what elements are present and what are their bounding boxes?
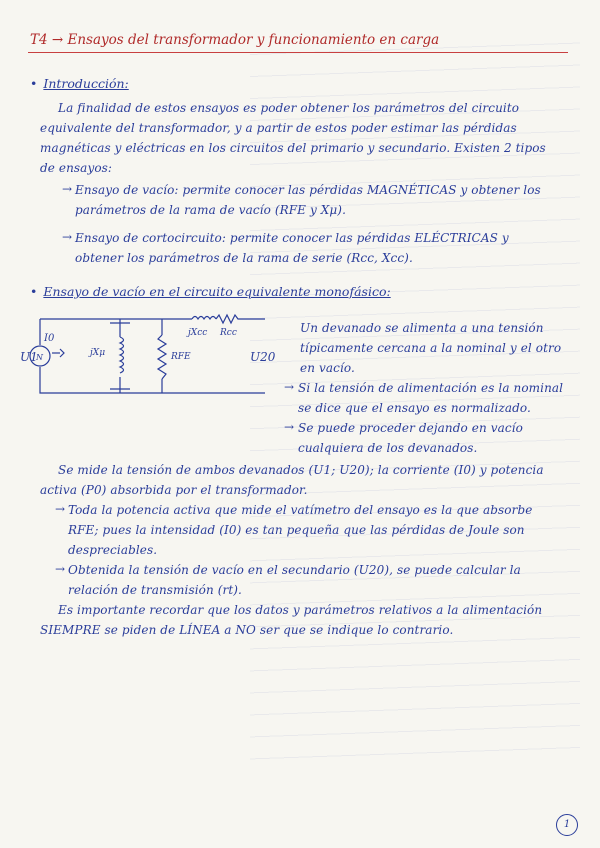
rfe-resistor <box>158 335 166 379</box>
label-source: N <box>36 353 43 362</box>
label-jxcc: jXcc <box>188 328 208 338</box>
xcc-inductor <box>192 317 216 320</box>
title-underline <box>28 52 568 53</box>
vacio-closing-note: Es importante recordar que los datos y parámetros relativos a la alimentación SIEMPRE se piden de LÍNEA a NO ser que se indique lo contrario. <box>40 603 543 637</box>
vacio-side-text: Un devanado se alimenta a una tensión típicamente cercana a la nominal y el otro en vacío. <box>300 321 562 375</box>
bullet-dot-icon: • <box>30 284 38 299</box>
label-i0: I0 <box>44 333 55 344</box>
vacio-heading: • Ensayo de vacío en el circuito equivalente monofásico: <box>30 284 391 299</box>
vacio-bullet-rt: Obtenida la tensión de vacío en el secundario (U20), se puede calcular la relación de transmisión (rt). <box>68 563 521 597</box>
intro-bullet-cortocircuito: Ensayo de cortocircuito: permite conocer las pérdidas ELÉCTRICAS y obtener los parámetros de la rama de serie (Rcc, Xcc). <box>75 231 509 265</box>
intro-bullet-vacio: Ensayo de vacío: permite conocer las pérdidas MAGNÉTICAS y obtener los parámetros de la rama de vacío (RFE y Xμ). <box>75 183 541 217</box>
page-title: T4 → Ensayos del transformador y funcionamiento en carga <box>30 32 440 48</box>
xmu-inductor <box>120 337 124 373</box>
label-rcc: Rcc <box>220 328 237 338</box>
intro-heading: • Introducción: <box>30 76 129 91</box>
arrow-icon: → <box>284 420 295 434</box>
label-u1: U1 <box>20 350 38 364</box>
arrow-icon: → <box>62 182 73 196</box>
vacio-side-bullet-normalizado: Si la tensión de alimentación es la nominal se dice que el ensayo es normalizado. <box>298 381 564 415</box>
equivalent-circuit-diagram <box>20 305 290 410</box>
intro-paragraph: La finalidad de estos ensayos es poder obtener los parámetros del circuito equivalente del transformador, y a partir de estos poder estimar las pérdidas magnéticas y eléctricas en los circuitos del primario y secundario. Existen 2 tipos de ensayos: <box>40 101 546 175</box>
label-rfe: RFE <box>171 352 191 362</box>
label-jxmu: jXμ <box>90 348 106 358</box>
rcc-resistor <box>216 315 265 323</box>
arrow-icon: → <box>284 380 295 394</box>
vacio-measure-paragraph: Se mide la tensión de ambos devanados (U1; U20); la corriente (I0) y potencia activa (P0) absorbida por el transformador. <box>40 463 544 497</box>
bullet-dot-icon: • <box>30 76 38 91</box>
arrow-icon: → <box>55 502 66 516</box>
vacio-bullet-rfe: Toda la potencia activa que mide el vatímetro del ensayo es la que absorbe RFE; pues la intensidad (I0) es tan pequeña que las pérdidas de Joule son despreciables. <box>68 503 533 557</box>
arrow-icon: → <box>55 562 66 576</box>
page-number: 1 <box>556 814 578 836</box>
label-u20: U20 <box>250 350 276 364</box>
arrow-icon: → <box>62 230 73 244</box>
vacio-side-bullet-devanados: Se puede proceder dejando en vacío cualquiera de los devanados. <box>298 421 523 455</box>
